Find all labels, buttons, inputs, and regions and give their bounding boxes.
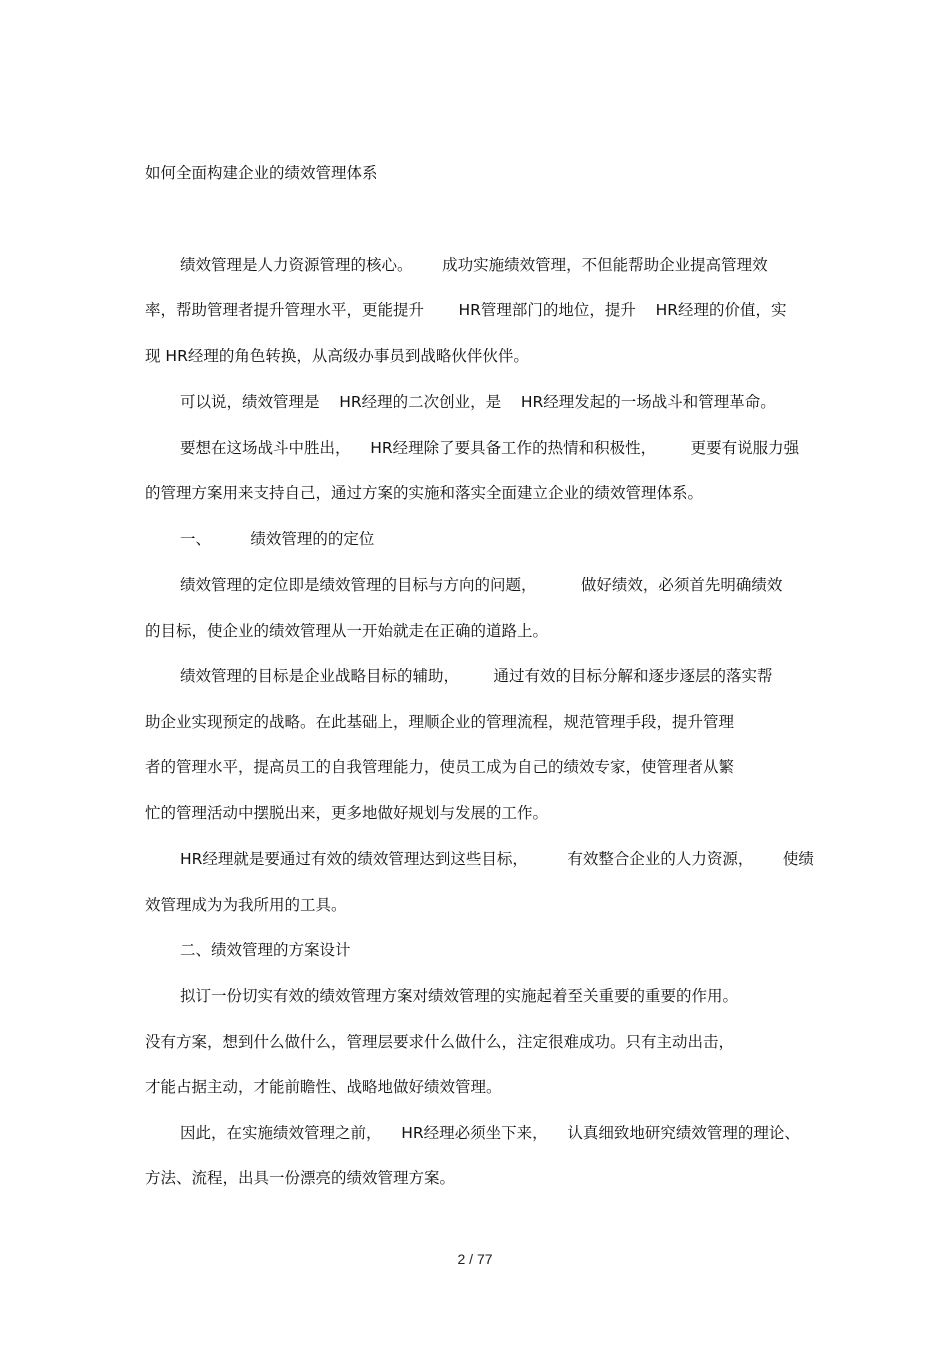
paragraph-line: 者的管理水平，提高员工的自我管理能力，使员工成为自己的绩效专家，使管理者从繁	[145, 758, 735, 776]
paragraph-line: 要想在这场战斗中胜出， HR经理除了要具备工作的热情和积极性， 更要有说服力强	[180, 439, 800, 457]
paragraph-line: 绩效管理的定位即是绩效管理的目标与方向的问题， 做好绩效，必须首先明确绩效	[180, 576, 783, 594]
paragraph-line: 忙的管理活动中摆脱出来，更多地做好规划与发展的工作。	[145, 804, 549, 822]
section-heading: 二、绩效管理的方案设计	[180, 941, 351, 959]
document-title: 如何全面构建企业的绩效管理体系	[145, 164, 378, 182]
paragraph-line: 的管理方案用来支持自己，通过方案的实施和落实全面建立企业的绩效管理体系。	[145, 484, 704, 502]
paragraph-line: 拟订一份切实有效的绩效管理方案对绩效管理的实施起着至关重要的重要的作用。	[180, 987, 739, 1005]
section-heading: 一、 绩效管理的的定位	[180, 530, 375, 548]
page-indicator: 2 / 77	[457, 1251, 493, 1267]
paragraph-line: 绩效管理的目标是企业战略目标的辅助， 通过有效的目标分解和逐步逐层的落实帮	[180, 667, 773, 685]
paragraph-line: 的目标，使企业的绩效管理从一开始就走在正确的道路上。	[145, 622, 549, 640]
paragraph-line: 可以说，绩效管理是 HR经理的二次创业，是 HR经理发起的一场战斗和管理革命。	[180, 393, 776, 411]
paragraph-line: 绩效管理是人力资源管理的核心。 成功实施绩效管理，不但能帮助企业提高管理效	[180, 256, 768, 274]
paragraph-line: 效管理成为为我所用的工具。	[145, 896, 347, 914]
paragraph-line: 率，帮助管理者提升管理水平，更能提升 HR管理部门的地位，提升 HR经理的价值，实	[145, 301, 787, 319]
paragraph-line: 因此，在实施绩效管理之前， HR经理必须坐下来， 认真细致地研究绩效管理的理论、	[180, 1124, 800, 1142]
paragraph-line: 方法、流程，出具一份漂亮的绩效管理方案。	[145, 1169, 456, 1187]
paragraph-line: 助企业实现预定的战略。在此基础上，理顺企业的管理流程，规范管理手段，提升管理	[145, 713, 735, 731]
paragraph-line: 才能占据主动，才能前瞻性、战略地做好绩效管理。	[145, 1078, 502, 1096]
paragraph-line: 现 HR经理的角色转换，从高级办事员到战略伙伴伙伴。	[145, 347, 529, 365]
paragraph-line: HR经理就是要通过有效的绩效管理达到这些目标， 有效整合企业的人力资源， 使绩	[180, 850, 814, 868]
paragraph-line: 没有方案，想到什么做什么，管理层要求什么做什么，注定很难成功。只有主动出击，	[145, 1033, 735, 1051]
